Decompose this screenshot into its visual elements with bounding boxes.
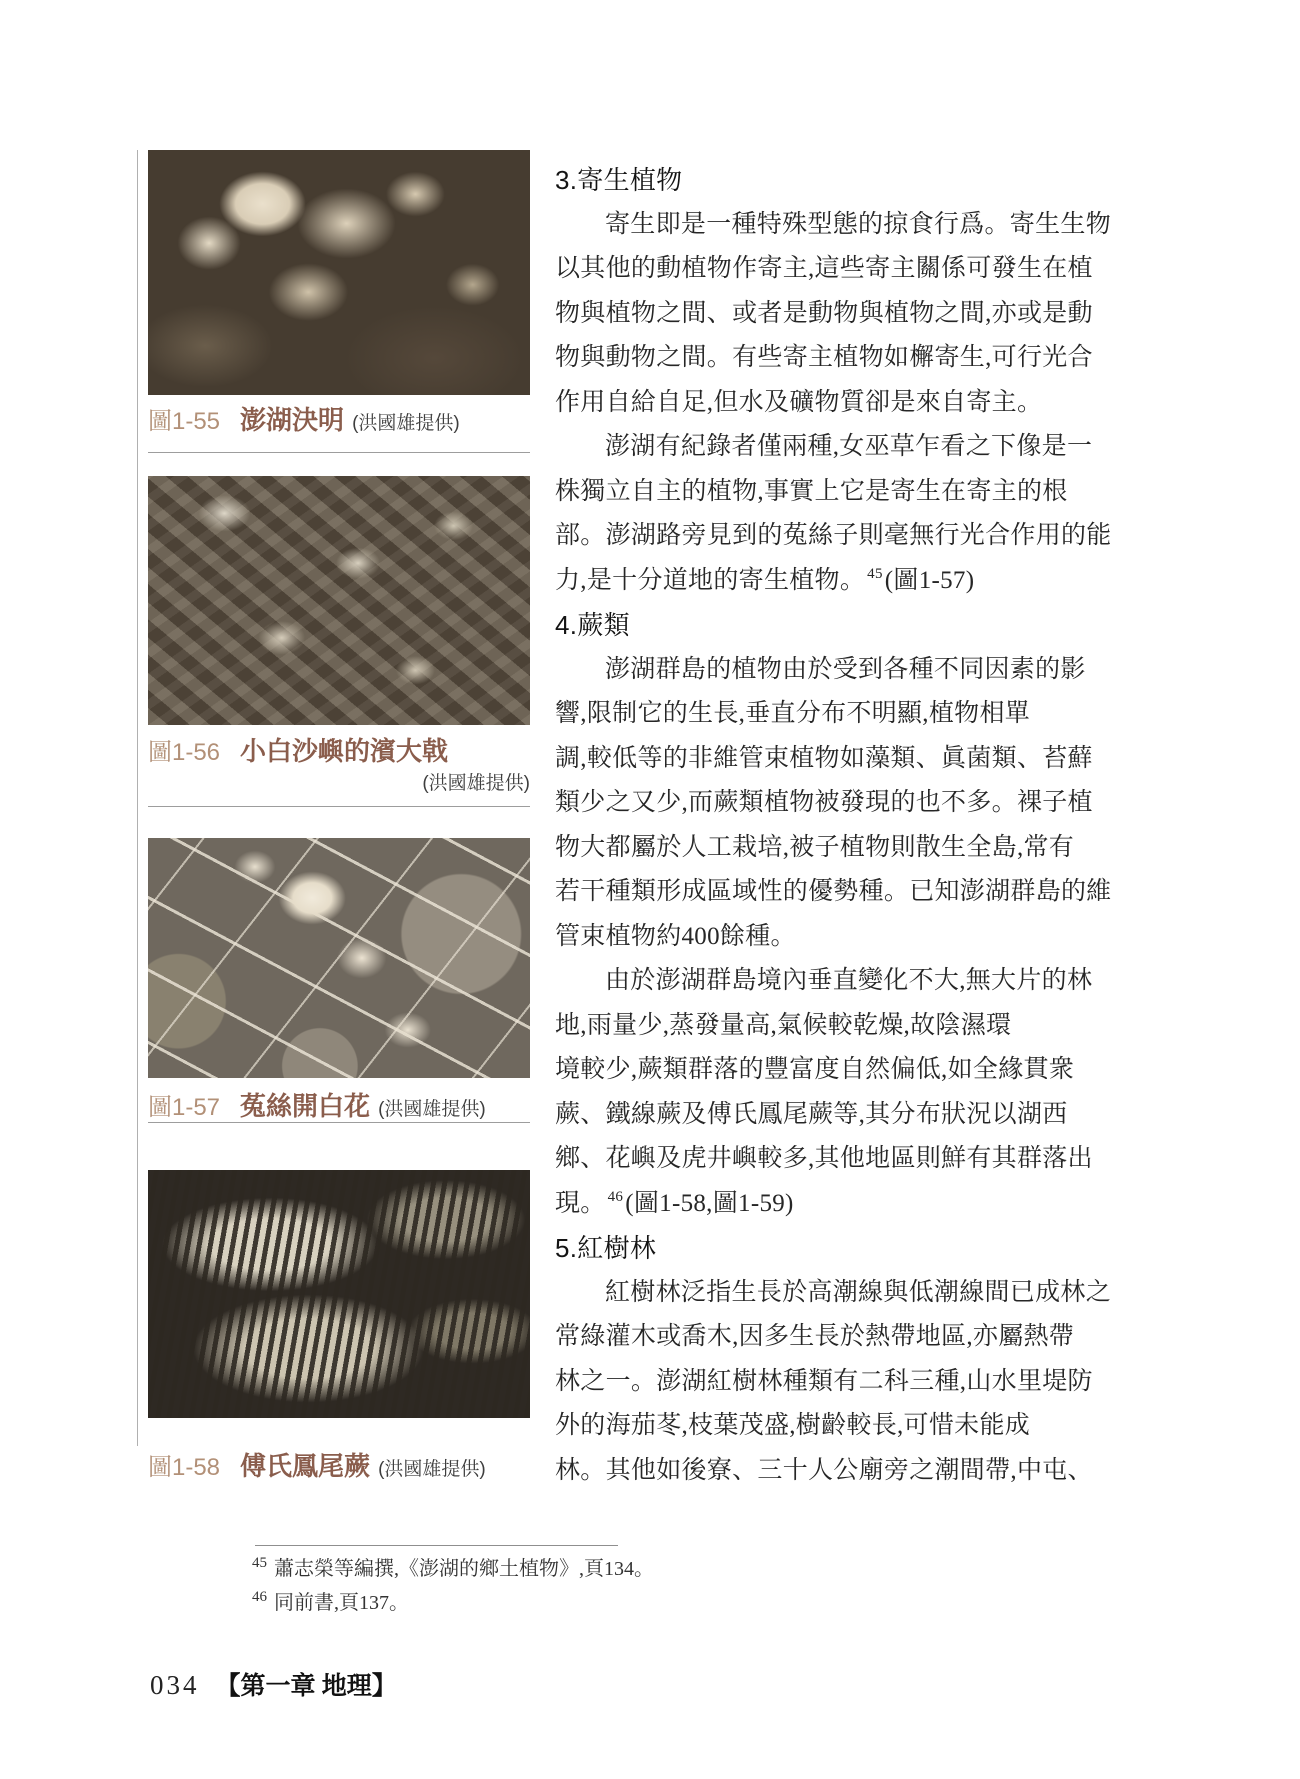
body-line: 澎湖群島的植物由於受到各種不同因素的影 <box>605 655 1086 683</box>
section-heading-parasitic-plants: 3.寄生植物 <box>555 165 683 195</box>
figure-caption <box>148 400 530 437</box>
footnote-number: 46 <box>252 1589 267 1606</box>
page-footer <box>150 1666 397 1702</box>
body-line: 外的海茄苳,枝葉茂盛,樹齡較長,可惜未能成 <box>555 1412 1031 1439</box>
body-line: 蕨、鐵線蕨及傅氏鳳尾蕨等,其分布狀況以湖西 <box>555 1100 1068 1128</box>
body-line: 常綠灌木或喬木,因多生長於熱帶地區,亦屬熱帶 <box>555 1323 1075 1350</box>
body-line: 物與植物之間、或者是動物與植物之間,亦或是動 <box>555 299 1093 327</box>
body-line: 鄉、花嶼及虎井嶼較多,其他地區則鮮有其群落出 <box>555 1145 1093 1172</box>
photo-pteris-fern <box>148 1170 530 1418</box>
photo-dodder-white-flowers <box>148 838 530 1078</box>
figure-credit: (洪國雄提供) <box>352 413 460 434</box>
figure-label: 圖1-56 <box>148 739 221 766</box>
figure-divider <box>148 1122 530 1123</box>
figure-label: 圖1-55 <box>148 408 221 435</box>
footnote-marker-46: 46 <box>607 1189 624 1206</box>
section-heading-ferns: 4.蕨類 <box>555 610 630 640</box>
figure-title: 傅氏鳳尾蕨 <box>240 1451 371 1481</box>
figure-credit: (洪國雄提供) <box>378 1459 486 1480</box>
body-line: 株獨立自主的植物,事實上它是寄生在寄主的根 <box>555 477 1068 505</box>
figure-divider <box>148 806 530 807</box>
figure-title: 小白沙嶼的濱大戟 <box>240 736 449 766</box>
body-line: 寄生即是一種特殊型態的掠食行爲。寄生生物 <box>605 210 1112 238</box>
body-line: 澎湖有紀錄者僅兩種,女巫草乍看之下像是一 <box>605 433 1093 460</box>
page-number: 034 <box>150 1670 200 1700</box>
body-line: 調,較低等的非維管束植物如藻類、眞菌類、苔蘚 <box>555 744 1093 772</box>
body-line: 物大都屬於人工栽培,被子植物則散生全島,常有 <box>555 833 1075 861</box>
figure-label: 圖1-57 <box>148 1094 221 1121</box>
body-text: 現。 <box>555 1189 606 1217</box>
footnote-text: 蕭志榮等編撰,《澎湖的鄉土植物》,頁134。 <box>274 1558 654 1580</box>
figure-column-rule <box>137 150 138 1446</box>
footnote-number: 45 <box>252 1555 267 1572</box>
photo-coastal-euphorbia <box>148 476 530 725</box>
footnote-text: 同前書,頁137。 <box>274 1592 409 1614</box>
body-column <box>555 158 1120 1493</box>
figure-title: 澎湖決明 <box>240 405 345 435</box>
figure-caption <box>148 731 530 768</box>
body-line <box>555 1182 1120 1227</box>
figure-caption <box>148 1446 530 1483</box>
footnote <box>252 1552 654 1581</box>
body-text: (圖1-57) <box>884 566 975 594</box>
figure-label: 圖1-58 <box>148 1454 221 1481</box>
body-line: 管束植物約400餘種。 <box>555 922 796 950</box>
body-line: 由於澎湖群島境內垂直變化不大,無大片的林 <box>605 967 1093 994</box>
body-line: 若干種類形成區域性的優勢種。已知澎湖群島的維 <box>555 878 1112 905</box>
chapter-title: 【第一章 地理】 <box>215 1673 397 1700</box>
body-line: 物與動物之間。有些寄主植物如檞寄生,可行光合 <box>555 344 1093 371</box>
body-line <box>555 559 1120 604</box>
body-line: 紅樹林泛指生長於高潮線與低潮線間已成林之 <box>605 1278 1112 1306</box>
body-text: (圖1-58,圖1-59) <box>625 1189 794 1217</box>
body-text: 力,是十分道地的寄生植物。 <box>555 566 866 594</box>
body-line: 部。澎湖路旁見到的菟絲子則毫無行光合作用的能 <box>555 522 1112 549</box>
footnote-rule <box>255 1545 618 1546</box>
body-line: 作用自給自足,但水及礦物質卻是來自寄主。 <box>555 388 1043 416</box>
body-line: 類少之又少,而蕨類植物被發現的也不多。裸子植 <box>555 789 1093 816</box>
figure-title: 菟絲開白花 <box>240 1091 371 1121</box>
figure-divider <box>148 452 530 453</box>
body-line: 響,限制它的生長,垂直分布不明顯,植物相單 <box>555 700 1031 727</box>
body-line: 境較少,蕨類群落的豐富度自然偏低,如全緣貫衆 <box>555 1056 1075 1083</box>
body-line: 以其他的動植物作寄主,這些寄主關係可發生在植 <box>555 255 1093 282</box>
figure-credit: (洪國雄提供) <box>422 773 530 794</box>
footnote-marker-45: 45 <box>867 566 883 583</box>
body-line: 林。其他如後寮、三十人公廟旁之潮間帶,中屯、 <box>555 1456 1093 1484</box>
footnote <box>252 1586 409 1615</box>
photo-penghu-cassia <box>148 150 530 395</box>
figure-credit: (洪國雄提供) <box>378 1099 486 1120</box>
section-heading-mangroves: 5.紅樹林 <box>555 1233 657 1263</box>
body-line: 地,雨量少,蒸發量高,氣候較乾燥,故陰濕環 <box>555 1011 1012 1039</box>
figure-caption <box>148 1086 530 1123</box>
body-line: 林之一。澎湖紅樹林種類有二科三種,山水里堤防 <box>555 1367 1093 1395</box>
